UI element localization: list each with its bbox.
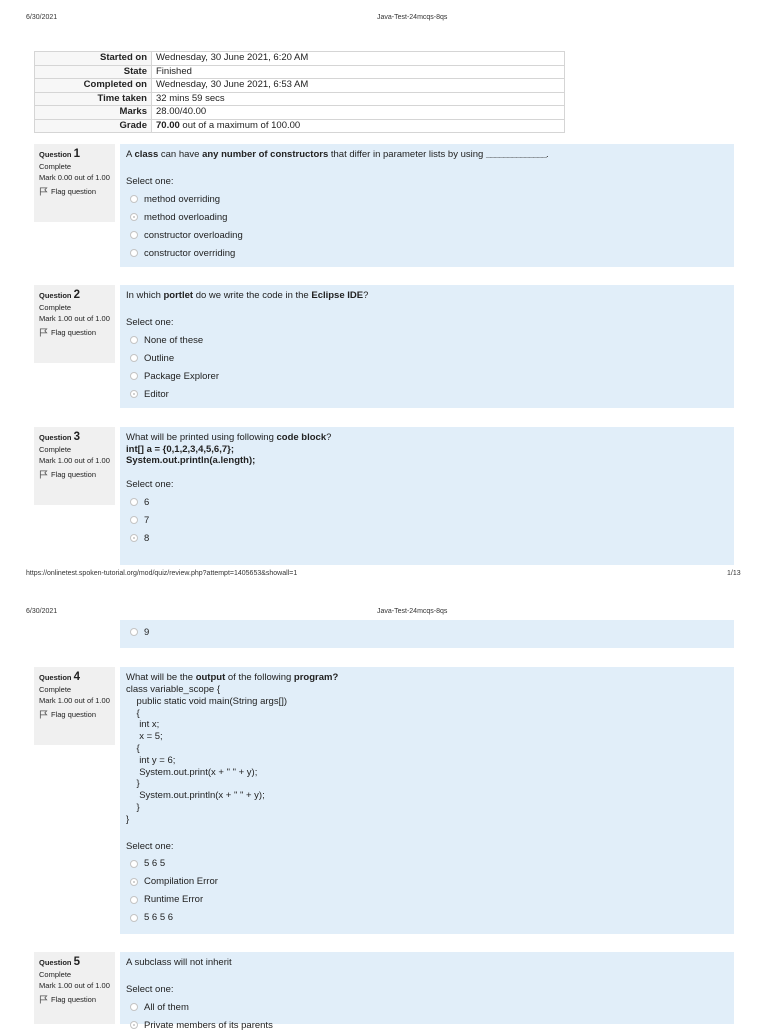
answer-option[interactable] bbox=[126, 998, 728, 1016]
option-label: constructor overriding bbox=[144, 247, 236, 259]
answer-option[interactable] bbox=[126, 855, 728, 873]
code-line: System.out.println(a.length); bbox=[126, 455, 256, 466]
question-state: Complete bbox=[39, 445, 72, 454]
option-label: constructor overloading bbox=[144, 229, 243, 241]
radio-button-selected[interactable] bbox=[130, 1021, 138, 1029]
flag-icon bbox=[39, 710, 48, 719]
option-label: All of them bbox=[144, 1001, 189, 1013]
question-mark: Mark 1.00 out of 1.00 bbox=[39, 456, 110, 465]
flag-icon bbox=[39, 328, 48, 337]
option-label: 6 bbox=[144, 496, 150, 508]
radio-button[interactable] bbox=[130, 628, 138, 636]
question-state: Complete bbox=[39, 970, 72, 979]
option-label: Runtime Error bbox=[144, 894, 204, 906]
page-date: 6/30/2021 bbox=[26, 608, 58, 615]
question-text: A class can have any number of constructors that differ in parameter lists by using ______________. bbox=[126, 149, 549, 160]
select-one-label: Select one: bbox=[126, 176, 174, 187]
answer-option[interactable] bbox=[126, 909, 728, 927]
radio-button[interactable] bbox=[130, 249, 138, 257]
option-label: method overriding bbox=[144, 193, 221, 205]
answer-option[interactable] bbox=[126, 331, 728, 349]
radio-button[interactable] bbox=[130, 354, 138, 362]
option-label: Compilation Error bbox=[144, 876, 218, 888]
answer-option[interactable] bbox=[126, 385, 728, 403]
option-label: Package Explorer bbox=[144, 370, 219, 382]
question-label: Question bbox=[39, 673, 72, 682]
summary-key: Grade bbox=[35, 119, 152, 133]
option-label: Editor bbox=[144, 388, 169, 400]
question-box-2 bbox=[120, 285, 734, 408]
summary-key: Time taken bbox=[35, 92, 152, 106]
radio-button[interactable] bbox=[130, 195, 138, 203]
summary-value: 32 mins 59 secs bbox=[152, 92, 565, 106]
question-box-3 bbox=[120, 427, 734, 565]
page-url: https://onlinetest.spoken-tutorial.org/mod/quiz/review.php?attempt=1405653&showall=1 bbox=[26, 570, 298, 577]
answer-option[interactable] bbox=[126, 529, 728, 547]
radio-button[interactable] bbox=[130, 498, 138, 506]
question-mark: Mark 0.00 out of 1.00 bbox=[39, 173, 110, 182]
grade-value: 70.00 bbox=[156, 119, 180, 131]
summary-value: 28.00/40.00 bbox=[152, 106, 565, 120]
summary-value: Wednesday, 30 June 2021, 6:20 AM bbox=[152, 52, 565, 66]
summary-row bbox=[35, 65, 565, 79]
option-label: 9 bbox=[144, 626, 150, 638]
radio-button[interactable] bbox=[130, 860, 138, 868]
answer-option[interactable] bbox=[126, 511, 728, 529]
flag-question-link[interactable] bbox=[39, 710, 110, 719]
flag-label: Flag question bbox=[51, 710, 97, 719]
answer-option[interactable] bbox=[126, 891, 728, 909]
summary-value: Wednesday, 30 June 2021, 6:53 AM bbox=[152, 79, 565, 93]
radio-button[interactable] bbox=[130, 1003, 138, 1011]
question-box-4 bbox=[120, 667, 734, 934]
page-title: Java-Test-24mcqs-8qs bbox=[377, 14, 448, 21]
option-label: 7 bbox=[144, 514, 150, 526]
question-number: 5 bbox=[73, 956, 81, 968]
flag-question-link[interactable] bbox=[39, 995, 110, 1004]
summary-row bbox=[35, 106, 565, 120]
grade-max: out of a maximum of 100.00 bbox=[179, 119, 301, 131]
flag-icon bbox=[39, 187, 48, 196]
question-number: 2 bbox=[73, 289, 81, 301]
answer-option[interactable] bbox=[126, 190, 728, 208]
summary-key: State bbox=[35, 65, 152, 79]
radio-button[interactable] bbox=[130, 914, 138, 922]
flag-label: Flag question bbox=[51, 470, 97, 479]
select-one-label: Select one: bbox=[126, 479, 174, 490]
radio-button-selected[interactable] bbox=[130, 878, 138, 886]
question-label: Question bbox=[39, 291, 72, 300]
summary-key: Marks bbox=[35, 106, 152, 120]
radio-button-selected[interactable] bbox=[130, 534, 138, 542]
question-number: 3 bbox=[73, 431, 81, 443]
answer-option[interactable] bbox=[126, 623, 728, 641]
radio-button[interactable] bbox=[130, 516, 138, 524]
question-info-3 bbox=[34, 427, 115, 505]
question-info-1 bbox=[34, 144, 115, 222]
question-state: Complete bbox=[39, 162, 72, 171]
page-title: Java-Test-24mcqs-8qs bbox=[377, 608, 448, 615]
option-label: 5 6 5 6 bbox=[144, 912, 174, 924]
radio-button[interactable] bbox=[130, 896, 138, 904]
flag-label: Flag question bbox=[51, 187, 97, 196]
summary-row bbox=[35, 119, 565, 133]
question-text: What will be the output of the following program? bbox=[126, 672, 339, 683]
question-info-5 bbox=[34, 952, 115, 1024]
answer-option[interactable] bbox=[126, 349, 728, 367]
program-code: class variable_scope { public static void main(String args[]) { int x; x = 5; { int y = 6; System.out.print(x + " " + y); } System.out.println(x + " " + y); } } bbox=[126, 684, 288, 825]
select-one-label: Select one: bbox=[126, 984, 174, 995]
answer-option[interactable] bbox=[126, 873, 728, 891]
question-box-5 bbox=[120, 952, 734, 1031]
question-state: Complete bbox=[39, 685, 72, 694]
radio-button[interactable] bbox=[130, 231, 138, 239]
question-label: Question bbox=[39, 958, 72, 967]
question-info-2 bbox=[34, 285, 115, 363]
radio-button[interactable] bbox=[130, 336, 138, 344]
question-mark: Mark 1.00 out of 1.00 bbox=[39, 314, 110, 323]
flag-icon bbox=[39, 470, 48, 479]
option-label: None of these bbox=[144, 334, 204, 346]
attempt-summary-table bbox=[34, 51, 565, 133]
flag-question-link[interactable] bbox=[39, 187, 110, 196]
summary-key: Started on bbox=[35, 52, 152, 66]
option-label: 5 6 5 bbox=[144, 858, 166, 870]
question-mark: Mark 1.00 out of 1.00 bbox=[39, 696, 110, 705]
question-text: A subclass will not inherit bbox=[126, 957, 232, 968]
answer-option[interactable] bbox=[126, 367, 728, 385]
summary-row bbox=[35, 92, 565, 106]
question-info-4 bbox=[34, 667, 115, 745]
question-label: Question bbox=[39, 150, 72, 159]
flag-question-link[interactable] bbox=[39, 328, 110, 337]
question-box-3-continued bbox=[120, 620, 734, 648]
flag-question-link[interactable] bbox=[39, 470, 110, 479]
summary-row bbox=[35, 79, 565, 93]
answer-option[interactable] bbox=[126, 226, 728, 244]
radio-button-selected[interactable] bbox=[130, 390, 138, 398]
select-one-label: Select one: bbox=[126, 317, 174, 328]
question-number: 1 bbox=[73, 148, 81, 160]
radio-button-selected[interactable] bbox=[130, 213, 138, 221]
summary-value bbox=[152, 119, 565, 133]
answer-option[interactable] bbox=[126, 244, 728, 262]
summary-key: Completed on bbox=[35, 79, 152, 93]
question-number: 4 bbox=[73, 671, 81, 683]
question-text: In which portlet do we write the code in the Eclipse IDE? bbox=[126, 290, 369, 301]
summary-value: Finished bbox=[152, 65, 565, 79]
answer-option[interactable] bbox=[126, 208, 728, 226]
question-box-1 bbox=[120, 144, 734, 267]
summary-row bbox=[35, 52, 565, 66]
select-one-label: Select one: bbox=[126, 840, 174, 852]
option-label: Outline bbox=[144, 352, 175, 364]
flag-label: Flag question bbox=[51, 995, 97, 1004]
flag-label: Flag question bbox=[51, 328, 97, 337]
page-number: 1/13 bbox=[727, 570, 741, 577]
question-state: Complete bbox=[39, 303, 72, 312]
flag-icon bbox=[39, 995, 48, 1004]
option-label: Private members of its parents bbox=[144, 1019, 273, 1031]
question-label: Question bbox=[39, 433, 72, 442]
code-line: int[] a = {0,1,2,3,4,5,6,7}; bbox=[126, 444, 234, 455]
answer-option[interactable] bbox=[126, 1016, 728, 1034]
question-text: What will be printed using following code block? bbox=[126, 432, 332, 443]
question-mark: Mark 1.00 out of 1.00 bbox=[39, 981, 110, 990]
option-label: method overloading bbox=[144, 211, 228, 223]
option-label: 8 bbox=[144, 532, 150, 544]
radio-button[interactable] bbox=[130, 372, 138, 380]
page-date: 6/30/2021 bbox=[26, 14, 58, 21]
answer-option[interactable] bbox=[126, 493, 728, 511]
